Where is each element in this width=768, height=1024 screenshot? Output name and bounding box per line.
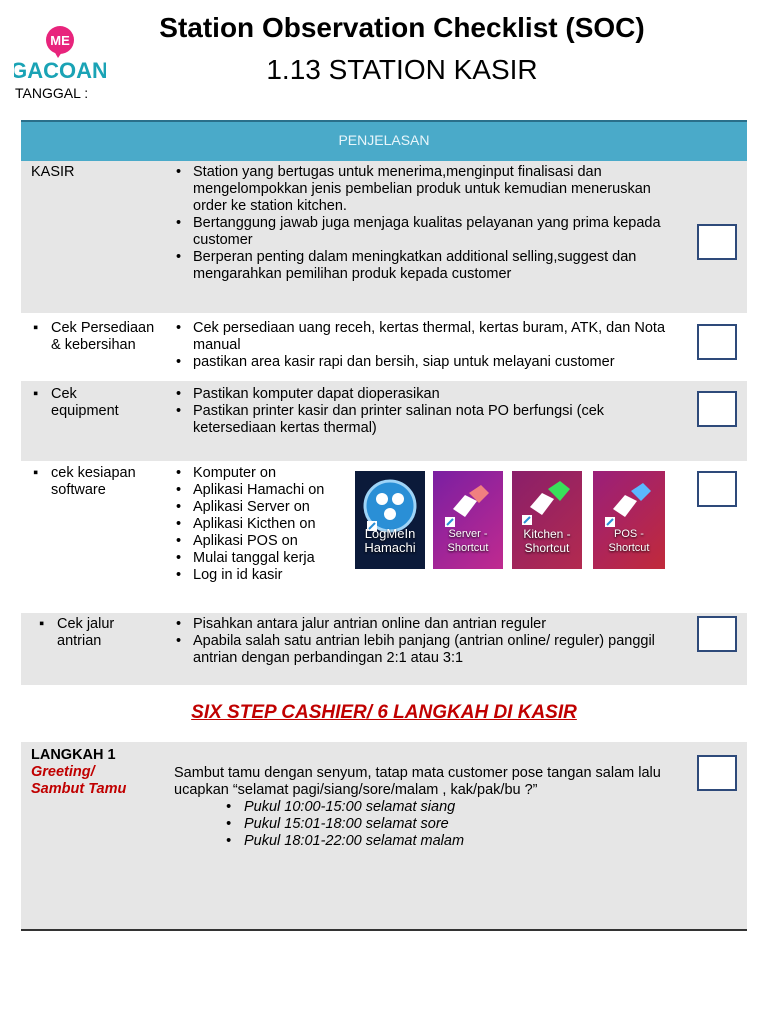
list-item: • Pastikan printer kasir dan printer salinan nota PO berfungsi (cek ketersediaan kertas thermal)	[176, 403, 605, 436]
list-item: • Aplikasi Hamachi on	[176, 482, 325, 498]
tanggal-label: TANGGAL :	[15, 85, 89, 101]
row-label: ▪ cek kesiapan software	[33, 465, 136, 498]
list-item: • Pukul 15:01-18:00 selamat sore	[226, 816, 449, 832]
gacoan-logo	[14, 26, 106, 84]
list-item: • Berperan penting dalam meningkatkan additional selling,suggest dan mengarahkan pemilihan produk kepada customer	[176, 249, 637, 282]
list-item: • Station yang bertugas untuk menerima,menginput finalisasi dan mengelompokkan jenis pembelian produk untuk kemudian meneruskan order ke station kitchen.	[176, 164, 651, 214]
list-item: • Log in id kasir	[176, 567, 283, 583]
row-label: ▪ Cek jalur antrian	[39, 616, 115, 649]
table-row	[21, 613, 747, 685]
check-box[interactable]	[697, 471, 737, 507]
list-item: • Cek persediaan uang receh, kertas thermal, kertas buram, ATK, dan Nota manual	[176, 320, 666, 353]
list-item: • Bertanggung jawab juga menjaga kualitas pelayanan yang prima kepada customer	[176, 215, 661, 248]
list-item: • Pukul 10:00-15:00 selamat siang	[226, 799, 456, 815]
page-title: Station Observation Checklist (SOC)	[159, 12, 645, 43]
row-description	[174, 164, 679, 283]
list-item: • Aplikasi Server on	[176, 499, 310, 515]
row-label: ▪ Cek equipment	[33, 386, 119, 419]
checklist-table	[21, 120, 747, 685]
list-item: • Aplikasi POS on	[176, 533, 298, 549]
bullet-icon: ▪	[39, 616, 45, 632]
table-row	[21, 381, 747, 461]
row-description	[174, 465, 364, 584]
row-description	[174, 320, 679, 371]
logmein-hamachi-icon[interactable]: LogMeIn Hamachi	[355, 471, 425, 569]
svg-text:GACOAN: GACOAN	[14, 58, 106, 83]
bullet-icon: ▪	[33, 320, 39, 336]
list-item: • Komputer on	[176, 465, 277, 481]
table-row	[21, 161, 747, 313]
svg-text:ME: ME	[50, 33, 70, 48]
page-subtitle: 1.13 STATION KASIR	[266, 54, 538, 85]
step1-text: Sambut tamu dengan senyum, tatap mata customer pose tangan salam lalu ucapkan “selamat pagi/siang/sore/malam , kak/pak/bu ?”	[174, 765, 661, 798]
bullet-icon: ▪	[33, 386, 39, 402]
row-description	[174, 386, 679, 437]
row-label: KASIR	[31, 164, 75, 180]
table-row	[21, 461, 747, 613]
step1-list	[226, 799, 646, 850]
step1-subheading: Greeting/ Sambut Tamu	[31, 764, 127, 797]
bottom-divider	[21, 929, 747, 931]
check-box[interactable]	[697, 324, 737, 360]
bullet-icon: ▪	[33, 465, 39, 481]
kitchen-shortcut-icon[interactable]: Kitchen - Shortcut	[512, 471, 582, 569]
list-item: • Apabila salah satu antrian lebih panjang (antrian online/ reguler) panggil antrian dengan perbandingan 2:1 atau 3:1	[176, 633, 655, 666]
row-description	[174, 616, 679, 667]
six-step-title: SIX STEP CASHIER/ 6 LANGKAH DI KASIR	[191, 702, 577, 723]
step1-row	[21, 742, 747, 929]
list-item: • Mulai tanggal kerja	[176, 550, 315, 566]
check-box[interactable]	[697, 755, 737, 791]
row-label: ▪ Cek Persediaan & kebersihan	[33, 320, 155, 353]
list-item: • Aplikasi Kicthen on	[176, 516, 316, 532]
column-header: PENJELASAN	[21, 120, 747, 161]
list-item: • Pastikan komputer dapat dioperasikan	[176, 386, 440, 402]
check-box[interactable]	[697, 616, 737, 652]
list-item: • Pukul 18:01-22:00 selamat malam	[226, 833, 465, 849]
check-box[interactable]	[697, 224, 737, 260]
pos-shortcut-icon[interactable]: POS - Shortcut	[593, 471, 665, 569]
check-box[interactable]	[697, 391, 737, 427]
list-item: • Pisahkan antara jalur antrian online dan antrian reguler	[176, 616, 547, 632]
list-item: • pastikan area kasir rapi dan bersih, siap untuk melayani customer	[176, 354, 615, 370]
step1-heading: LANGKAH 1	[31, 747, 116, 763]
table-row	[21, 315, 747, 381]
server-shortcut-icon[interactable]: Server - Shortcut	[433, 471, 503, 569]
